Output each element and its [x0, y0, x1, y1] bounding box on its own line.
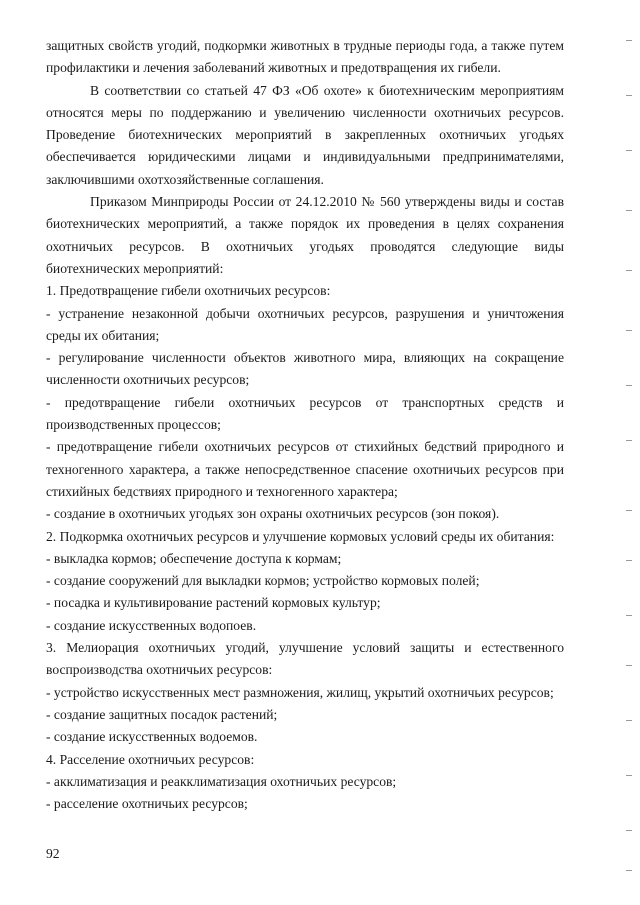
paragraph: - создание сооружений для выкладки кормов; устройство кормовых полей;	[46, 573, 480, 589]
edge-mark	[626, 440, 632, 441]
edge-mark	[626, 95, 632, 96]
paragraph: В соответствии со статьей 47 ФЗ «Об охоте» к биотехническим мероприятиям относятся меры по поддержанию и увеличению численности охотничьих ресурсов. Проведение биотехнических мероприятий в закрепленных охотничьих угодьях обеспечивается юридическими лицами и индивидуальными предпринимателями, заключившими охотхозяйственные соглашения.	[46, 82, 564, 187]
paragraph: защитных свойств угодий, подкормки животных в трудные периоды года, а также путем профилактики и лечения заболеваний животных и предотвращения их гибели.	[46, 38, 564, 76]
paragraph: - регулирование численности объектов животного мира, влияющих на сокращение численности охотничьих ресурсов;	[46, 350, 564, 388]
paragraph: - акклиматизация и реакклиматизация охотничьих ресурсов;	[46, 773, 397, 789]
paragraph: - устранение незаконной добычи охотничьих ресурсов, разрушения и уничтожения среды их обитания;	[46, 305, 564, 343]
paragraph: - устройство искусственных мест размножения, жилищ, укрытий охотничьих ресурсов;	[46, 684, 554, 700]
paragraph: - создание в охотничьих угодьях зон охраны охотничьих ресурсов (зон покоя).	[46, 506, 500, 522]
edge-mark	[626, 775, 632, 776]
paragraph: 4. Расселение охотничьих ресурсов:	[46, 751, 255, 767]
paragraph: - посадка и культивирование растений кормовых культур;	[46, 595, 381, 611]
paragraph: 2. Подкормка охотничьих ресурсов и улучшение кормовых условий среды их обитания:	[46, 528, 555, 544]
paragraph: Приказом Минприроды России от 24.12.2010 № 560 утверждены виды и состав биотехнических мероприятий, а также порядок их проведения в целях сохранения охотничьих ресурсов. В охотничьих угодьях проводятся следующие виды биотехнических мероприятий:	[46, 194, 564, 276]
paragraph: - предотвращение гибели охотничьих ресурсов от транспортных средств и производственных процессов;	[46, 394, 564, 433]
edge-mark	[626, 665, 632, 666]
paragraph: - создание искусственных водопоев.	[46, 617, 257, 633]
edge-mark	[626, 830, 632, 831]
edge-mark	[626, 870, 632, 871]
paragraph: - создание искусственных водоемов.	[46, 729, 258, 745]
paragraph: - создание защитных посадок растений;	[46, 706, 278, 722]
paragraph: - выкладка кормов; обеспечение доступа к кормам;	[46, 550, 342, 566]
paragraph: 1. Предотвращение гибели охотничьих ресурсов:	[46, 283, 331, 299]
paragraph: - предотвращение гибели охотничьих ресурсов от стихийных бедствий природного и техногенного характера, а также непосредственное спасение охотничьих ресурсов при стихийных бедствиях природного и техногенного характера;	[46, 439, 564, 499]
edge-mark	[626, 330, 632, 331]
edge-mark	[626, 40, 632, 41]
paragraph: - расселение охотничьих ресурсов;	[46, 796, 248, 812]
page-number: 92	[46, 846, 60, 861]
edge-mark	[626, 560, 632, 561]
scan-edge-marks	[626, 40, 634, 890]
edge-mark	[626, 210, 632, 211]
paragraph: 3. Мелиорация охотничьих угодий, улучшение условий защиты и естественного воспроизводства охотничьих ресурсов:	[46, 640, 564, 678]
edge-mark	[626, 270, 632, 271]
edge-mark	[626, 510, 632, 511]
edge-mark	[626, 615, 632, 616]
edge-mark	[626, 385, 632, 386]
document-body	[46, 35, 564, 815]
edge-mark	[626, 150, 632, 151]
edge-mark	[626, 720, 632, 721]
